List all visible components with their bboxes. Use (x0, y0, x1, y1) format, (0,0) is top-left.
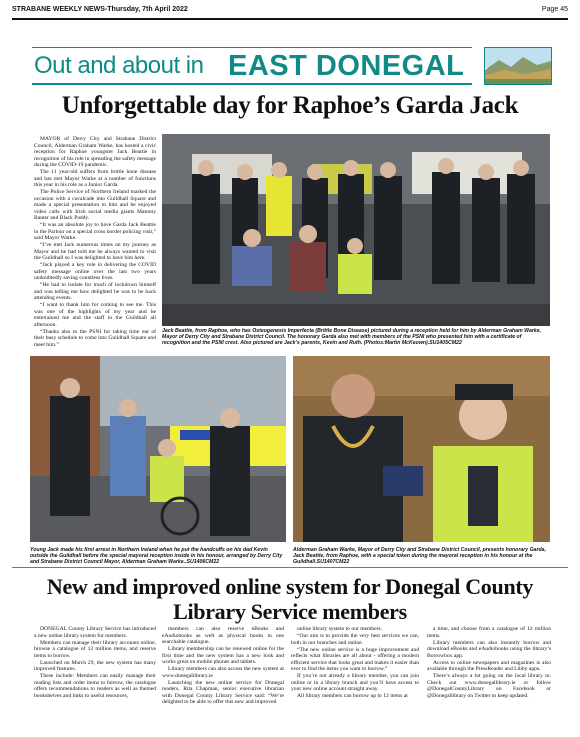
paragraph: The 11 year-old suffers from brittle bone disease and has met Mayor Warke at a number of functions this year in his role as a Junior Garda. (34, 169, 156, 188)
paragraph: Library members can also instantly borrow and download eBooks and eAudiobooks using the library’s Borrowbox app. (427, 639, 551, 659)
paragraph: “I want to thank him for coming to see me. This was one of the highlights of my year and he entertained me and the staff in the Guildhall all afternoon. (34, 302, 156, 328)
section-landscape-logo (484, 47, 552, 85)
paragraph: Launching the new online service for Donegal readers, Rita Chapman, senior executive librarian with Donegal County Library Service said: “We’re delighted to be able to offer this new and improved (162, 679, 284, 705)
presentation-photo (293, 356, 550, 542)
paragraph: online library system to our members. (297, 626, 383, 632)
paragraph: If you’re not already a library member, you can join online or in a library branch and you’ll have access to your new online account straight away. (291, 673, 419, 692)
paragraph: “Jack played a key role in delivering the COVID safety message online over the last two years undoubtedly saving countless lives. (34, 262, 156, 281)
paragraph: “Thanks also to the PSNI for taking time out of their busy schedule to come into Guildhall Square and meet him.” (34, 328, 156, 348)
library-headline: New and improved online system for Donegal County Library Service members (46, 574, 534, 624)
paragraph: MAYOR of Derry City and Strabane District Council, Alderman Graham Warke, has hosted a civic reception for Raphoe youngster Jack Beattie in recognition of his role in spreading the safety message during the COVID-19 pandemic. (34, 136, 156, 168)
paragraph: All library members can borrow up to 12 items at (297, 693, 408, 699)
story-headline: Unforgettable day for Raphoe’s Garda Jack (61, 92, 519, 119)
section-banner (32, 47, 472, 85)
page-folio (12, 5, 568, 17)
paragraph: members can also reserve eBooks and eAudiobooks as well as physical books in one searchable catalogue. (162, 626, 284, 645)
library-column-3 (291, 626, 419, 700)
story-divider (12, 567, 568, 568)
paragraph: Access to online newspapers and magazines is also available through the PressReader and Libby apps. (427, 659, 551, 672)
arrest-photo (30, 356, 286, 542)
section-prefix: Out and about in (34, 52, 204, 79)
presentation-photo-caption: Alderman Graham Warke, Mayor of Derry City and Strabane District Council, presents honorary Garda, Jack Beattie, from Raphoe, with a special token during the mayoral reception in his honour at the Guildhall.SU1407CM22 (293, 547, 547, 565)
paragraph: Members can manage their library accounts online, browse a catalogue of 12 million items, and reserve items to borrow. (34, 639, 156, 659)
photo-caption: Jack Beattie, from Raphoe, who has Osteogenesis Imperfecta (Brittle Bone Disease) pictured during a reception held for him by Alderman Graham Warke, Mayor of Derry City and Strabane District Council. The honorary Garda also met with members of the PSNI who presented him with a certificate of recognition and the PSNI crest. Also pictured are Jack’s parents, Kevin and Ruth. (Photos:Martin McKeown).SU1405CM22 (162, 328, 542, 346)
masthead-date: STRABANE WEEKLY NEWS-Thursday, 7th April 2022 (12, 6, 188, 13)
paragraph: “It was an absolute joy to have Garda Jack Beattie in the Parlour on a special cross border policing visit,” said Mayor Warke. (34, 222, 156, 241)
paragraph: a time, and choose from a catalogue of 12 million items. (427, 626, 551, 639)
paragraph: There’s always a lot going on the local library to. Check out www.donegallibrary.ie or follow @DonegalCountyLibrary on Facebook or @Donegallibrary on Twitter to keep updated. (427, 673, 551, 699)
library-column-4 (427, 626, 551, 700)
library-column-2 (162, 626, 284, 706)
paragraph: “Our aim is to provide the very best services we can, both in our branches and online. (291, 633, 419, 646)
arrest-photo-caption: Young Jack made his first arrest in Northern Ireland when he put the handcuffs on his dad Kevin outside the Guildhall before the special mayoral reception inside in his honour, arranged by Derry City and Strabane District Council Mayor, Alderman Graham Warke..SU1406CM22 (30, 547, 283, 565)
group-photo (162, 134, 550, 326)
paragraph: “I’ve met Jack numerous times on my journey as Mayor and he had told me he always wanted to visit the Guildhall so I was delighted to have him here. (34, 242, 156, 261)
paragraph: The Police Service of Northern Ireland marked the occasion with a cavalcade into Guildhall Square and made a special presentation to him and he enjoyed video calls with Irish social media giants Mammy Banter and Black Paddy. (34, 189, 156, 221)
paragraph: “He had to isolate for much of lockdown himself and was telling me how delighted he was to be back attending events. (34, 282, 156, 301)
paragraph: Launched on March 29, the new system has many improved features. (34, 659, 156, 672)
top-rule (12, 18, 568, 20)
paragraph: Library membership can be renewed online for the first time and the new system has a new look and works great on mobile phones and tablets. (162, 646, 284, 665)
paragraph: “The new online service is a huge improvement and reflects what libraries are all about - offering a modern efficient service that looks great and makes it easier than ever to find the items you want to borrow.” (291, 646, 419, 672)
story-body (34, 136, 156, 346)
library-column-1 (34, 626, 156, 700)
page-number: Page 45 (541, 6, 568, 13)
section-name: EAST DONEGAL (228, 50, 465, 82)
paragraph: DONEGAL County Library Service has introduced a new online library system for members. (34, 626, 156, 639)
paragraph: Library members can also access the new system at www.donegallibrary.ie (162, 666, 284, 679)
paragraph: These include: Members can easily manage their reading lists and order items to borrow, the catalogue offers recommendations to readers as well as themed bookshelves and links to useful resources, (34, 673, 156, 699)
